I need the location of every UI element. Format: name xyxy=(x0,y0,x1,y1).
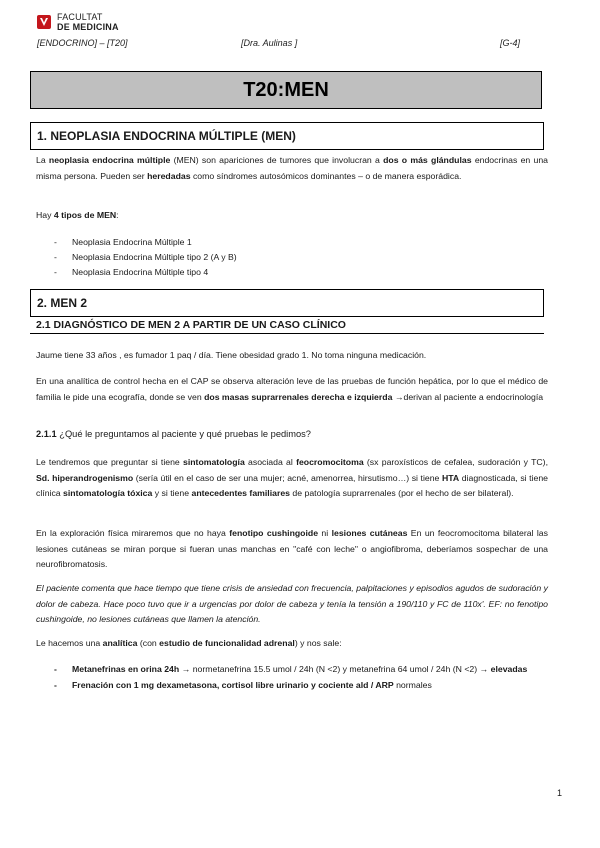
list-item: - Frenación con 1 mg dexametasona, cortisol libre urinario y cociente ald / ARP normales xyxy=(36,678,556,694)
header-course: [ENDOCRINO] – [T20] xyxy=(37,38,128,48)
logo-line-2: DE MEDICINA xyxy=(57,22,119,32)
list-item: - Neoplasia Endocrina Múltiple 1 xyxy=(36,235,237,250)
section-1-heading: 1. NEOPLASIA ENDOCRINA MÚLTIPLE (MEN) xyxy=(30,122,544,150)
case-intro-paragraph: Jaume tiene 33 años , es fumador 1 paq / día. Tiene obesidad grado 1. No toma ninguna medicación. xyxy=(36,350,427,360)
men-types-list xyxy=(36,235,237,280)
list-item: - Neoplasia Endocrina Múltiple tipo 2 (A y B) xyxy=(36,250,237,265)
header-professor: [Dra. Aulinas ] xyxy=(241,38,298,48)
case-analysis-paragraph: En una analítica de control hecha en el CAP se observa alteración leve de las pruebas de función hepática, por lo que el médico de familia le pide una ecografía, donde se ven dos masas suprarrenales derecha e izquierda →derivan al paciente a endocrinología xyxy=(36,376,548,402)
section-2-heading: 2. MEN 2 xyxy=(30,289,544,317)
logo-line-1: FACULTAT xyxy=(57,12,103,22)
page-title: T20:MEN xyxy=(30,71,542,109)
faculty-logo xyxy=(37,12,119,32)
list-item: - Neoplasia Endocrina Múltiple tipo 4 xyxy=(36,265,237,280)
men-definition-paragraph: La neoplasia endocrina múltiple (MEN) son apariciones de tumores que involucran a dos o más glándulas endocrinas en una misma persona. Pueden ser heredadas como síndromes autosómicos dominantes – o de manera esporádica. xyxy=(36,155,548,181)
section-2-1-heading: 2.1 DIAGNÓSTICO DE MEN 2 A PARTIR DE UN CASO CLÍNICO xyxy=(30,319,544,334)
header-group: [G-4] xyxy=(500,38,521,48)
men-types-intro: Hay 4 tipos de MEN: xyxy=(36,210,119,220)
anamnesis-paragraph: Le tendremos que preguntar si tiene sintomatología asociada al feocromocitoma (sx paroxísticos de cefalea, sudoración y TC), Sd. hiperandrogenismo (sería útil en el caso de ser una mujer; acné, amenorrea, hirsutismo…) si tiene HTA diagnosticada, si tiene clínica sintomatología tóxica y si tiene antecedentes familiares de patología suprarrenales (por el hecho de ser bilateral). xyxy=(36,457,548,498)
patient-history-paragraph: El paciente comenta que hace tiempo que tiene crisis de ansiedad con frecuencia, palpitaciones y episodios agudos de sudoración y dolor de cabeza. Hace poco tuvo que ir a urgencias por dolor de cabeza y tenía la tensión a 190/110 y FC de 110x'. EF: no fenotipo cushingoide, no lesiones cutáneas que llamen la atención. xyxy=(36,583,548,624)
list-item: - Metanefrinas en orina 24h → normetanefrina 15.5 umol / 24h (N <2) y metanefrina 64 umol / 24h (N <2) → elevadas xyxy=(36,662,556,678)
lab-intro-paragraph: Le hacemos una analítica (con estudio de funcionalidad adrenal) y nos sale: xyxy=(36,638,342,648)
physical-exam-paragraph: En la exploración física miraremos que no haya fenotipo cushingoide ni lesiones cutáneas En un feocromocitoma bilateral las lesiones cutáneas se miran porque si fueran unas manchas en "café con leche" o angiofibroma, deberíamos sospechar de una neurofibromatosis. xyxy=(36,528,548,569)
question-heading: 2.1.1 ¿Qué le preguntamos al paciente y qué pruebas le pedimos? xyxy=(36,429,311,439)
lab-results-list xyxy=(36,662,556,693)
page-number: 1 xyxy=(557,788,563,798)
university-shield-icon xyxy=(37,15,51,29)
